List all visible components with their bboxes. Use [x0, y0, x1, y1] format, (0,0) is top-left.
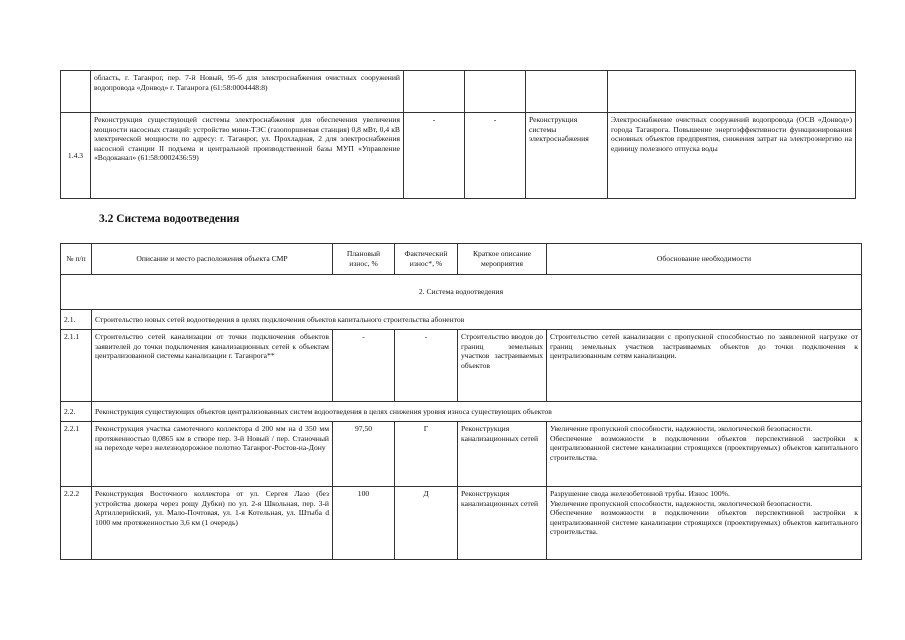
- section-heading: 3.2 Система водоотведения: [99, 213, 240, 225]
- section-title: 2. Система водоотведения: [61, 275, 862, 310]
- planned-wear: 97,50: [333, 422, 395, 487]
- justification-line: Разрушение свода железобетонной трубы. Износ 100%.: [550, 489, 730, 498]
- object-description: Реконструкция участка самотечного коллектора d 200 мм на d 350 мм протяженностью 0,0865 км в створе пер. 3-й Новый / пер. Станочный на переходе через железнодорожное полотно Таганрог-Ростов-на-Дону: [92, 422, 333, 487]
- header-num: № п/п: [61, 244, 92, 275]
- justification-line: Увеличение пропускной способности, надежности, экологической безопасности.: [550, 424, 813, 433]
- planned-wear: -: [404, 113, 465, 199]
- header-brief: Краткое описание мероприятия: [458, 244, 547, 275]
- actual-wear: -: [465, 113, 526, 199]
- table-header-row: [61, 244, 862, 275]
- justification-line: Увеличение пропускной способности, надежности, экологической безопасности.: [550, 498, 813, 508]
- justification-line: Обеспечение возможности в подключении объектов перспективной застройки к централизованной системе канализации строящихся (проектируемых) объектов капитального строительства.: [550, 508, 858, 537]
- brief-description: Реконструкция канализационных сетей: [458, 487, 547, 560]
- table-row: [61, 113, 856, 199]
- planned-wear: -: [333, 330, 395, 402]
- object-description: Реконструкция существующей системы электроснабжения для обеспечения увеличения мощности насосных станций: устройство мини-ТЭС (газопоршневая станция) 0,8 мВт, 0,4 кВ электрической мощности по адресу: г. Таганрог, ул. Прохладная, 2 для электроснабжения насосной станции II подъема и центральной производственной базы МУП «Управление «Водоканал» (61:58:0002436:59): [91, 113, 404, 199]
- header-actual-wear: Фактический износ*, %: [395, 244, 458, 275]
- brief-description: Реконструкция системы электроснабжения: [526, 113, 608, 199]
- row-number: 1.4.3: [61, 113, 91, 199]
- row-number: 2.2.: [61, 402, 92, 422]
- justification: [547, 487, 862, 560]
- row-number: 2.1.: [61, 310, 92, 330]
- object-description: Реконструкция Восточного коллектора от ул. Сергея Лазо (без устройства дюкера через рощу Дубки) по ул. 2-я Школьная, пер. 3-й Артиллерийский, ул. Мало-Почтовая, ул. 1-я Котельная, ул. Штыба d 1000 мм протяженностью 3,6 км (1 очередь): [92, 487, 333, 560]
- justification: [547, 422, 862, 487]
- section-row: [61, 275, 862, 310]
- actual-wear: Г: [395, 422, 458, 487]
- table-row: [61, 330, 862, 402]
- group-row: [61, 402, 862, 422]
- justification: Электроснабжение очистных сооружений водопровода (ОСВ «Донвод») города Таганрога. Повышение энергоэффективности функционирования основных объектов предприятия, снижения затрат на электроэнергию на единицу полезного отпуска воды: [608, 113, 856, 199]
- row-number: 2.2.2: [61, 487, 92, 560]
- group-row: [61, 310, 862, 330]
- row-number: 2.2.1: [61, 422, 92, 487]
- header-justification: Обоснование необходимости: [547, 244, 862, 275]
- actual-wear: -: [395, 330, 458, 402]
- justification-line: Обеспечение возможности в подключении объектов перспективной застройки к централизованной системе канализации строящихся (проектируемых) объектов капитального строительства.: [550, 433, 858, 462]
- row-number: [61, 71, 91, 113]
- brief-description: Реконструкция канализационных сетей: [458, 422, 547, 487]
- table-row: [61, 487, 862, 560]
- planned-wear: 100: [333, 487, 395, 560]
- brief-description: Строительство вводов до границ земельных участков застраиваемых объектов: [458, 330, 547, 402]
- group-title: Реконструкция существующих объектов централизованных систем водоотведения в целях снижения уровня износа существующих объектов: [92, 402, 862, 422]
- justification: Строительство сетей канализации с пропускной способностью по заявленной нагрузке от границ земельных участков застраиваемых объектов до точки подключения к централизованным сетям канализации.: [547, 330, 862, 402]
- group-title: Строительство новых сетей водоотведения в целях подключения объектов капитального строительства абонентов: [92, 310, 862, 330]
- row-number: 2.1.1: [61, 330, 92, 402]
- water-supply-table: [60, 70, 856, 199]
- table-row: [61, 422, 862, 487]
- table-row: [61, 71, 856, 113]
- object-description: область, г. Таганрог, пер. 7-й Новый, 95-б для электроснабжения очистных сооружений водопровода «Донвод» г. Таганрога (61:58:0004448:8): [91, 71, 404, 113]
- header-description: Описание и место расположения объекта СМР: [92, 244, 333, 275]
- object-description: Строительство сетей канализации от точки подключения объектов заявителей до точки подключения канализационных сетей к объектам централизованной системы канализации г. Таганрога**: [92, 330, 333, 402]
- actual-wear: Д: [395, 487, 458, 560]
- header-planned-wear: Плановый износ, %: [333, 244, 395, 275]
- wastewater-table: [60, 243, 862, 560]
